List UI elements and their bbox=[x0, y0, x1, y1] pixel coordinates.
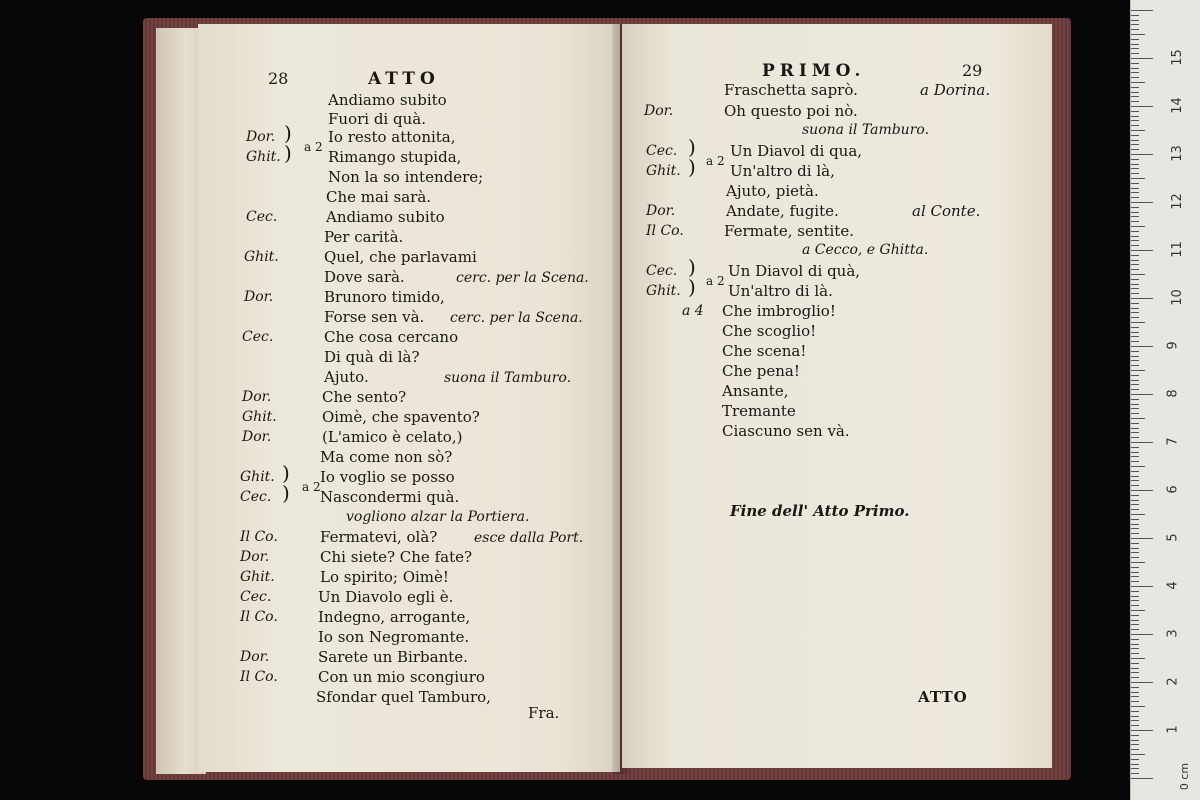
ruler-tick bbox=[1131, 77, 1139, 78]
ruler-tick bbox=[1131, 634, 1153, 635]
ruler-tick bbox=[1131, 149, 1139, 150]
ruler-tick bbox=[1131, 140, 1139, 141]
ruler-tick bbox=[1131, 173, 1139, 174]
ruler-tick bbox=[1131, 629, 1139, 630]
ruler-tick bbox=[1131, 20, 1139, 21]
verse-line: Ajuto. bbox=[324, 368, 369, 386]
ruler-label: 14 bbox=[1169, 97, 1185, 114]
ruler-label: 4 bbox=[1165, 581, 1181, 590]
ruler-tick bbox=[1131, 408, 1139, 409]
ruler-tick bbox=[1131, 471, 1139, 472]
brace-mark: ) bbox=[284, 121, 292, 145]
verse-line: Un'altro di là. bbox=[728, 282, 833, 300]
ruler-tick bbox=[1131, 245, 1139, 246]
ruler-tick bbox=[1131, 106, 1153, 107]
verse-line: Ma come non sò? bbox=[320, 448, 453, 466]
verse-line: Andiamo subito bbox=[326, 208, 445, 226]
ruler-tick bbox=[1131, 144, 1139, 145]
ruler-tick bbox=[1131, 240, 1139, 241]
speaker-label: Ghit. bbox=[246, 149, 281, 165]
ruler-tick bbox=[1131, 346, 1153, 347]
verse-line: Tremante bbox=[722, 402, 796, 420]
ruler-tick bbox=[1131, 380, 1139, 381]
ruler-tick bbox=[1131, 322, 1145, 323]
quartet-mark: a 4 bbox=[682, 303, 704, 319]
ruler-tick bbox=[1131, 615, 1139, 616]
duet-mark: a 2 bbox=[304, 140, 323, 154]
ruler-tick bbox=[1131, 96, 1139, 97]
ruler-tick bbox=[1131, 303, 1139, 304]
ruler-tick bbox=[1131, 72, 1139, 73]
ruler-tick bbox=[1131, 672, 1139, 673]
verse-line: Andiamo subito bbox=[328, 91, 447, 109]
ruler-tick bbox=[1131, 552, 1139, 553]
ruler-tick bbox=[1131, 116, 1139, 117]
speaker-label: Cec. bbox=[242, 329, 274, 345]
verse-line: Ajuto, pietà. bbox=[726, 182, 819, 200]
ruler-tick bbox=[1131, 341, 1139, 342]
ruler-tick bbox=[1131, 125, 1139, 126]
ruler-tick bbox=[1131, 120, 1139, 121]
ruler-tick bbox=[1131, 648, 1139, 649]
ruler-tick bbox=[1131, 456, 1139, 457]
ruler-tick bbox=[1131, 620, 1139, 621]
stage-direction: al Conte. bbox=[912, 202, 981, 220]
speaker-label: Dor. bbox=[242, 429, 272, 445]
ruler-tick bbox=[1131, 269, 1139, 270]
ruler-tick bbox=[1131, 428, 1139, 429]
ruler-tick bbox=[1131, 668, 1139, 669]
ruler-tick bbox=[1131, 87, 1139, 88]
ruler-tick bbox=[1131, 351, 1139, 352]
verse-line: Oh questo poi nò. bbox=[724, 102, 858, 120]
ruler-tick bbox=[1131, 188, 1139, 189]
verse-line: Fuori di quà. bbox=[328, 110, 426, 128]
verse-line: Fermate, sentite. bbox=[724, 222, 854, 240]
measuring-ruler bbox=[1130, 0, 1200, 800]
ruler-tick bbox=[1131, 279, 1139, 280]
ruler-tick bbox=[1131, 716, 1139, 717]
speaker-label: Dor. bbox=[246, 129, 276, 145]
ruler-tick bbox=[1131, 764, 1139, 765]
ruler-tick bbox=[1131, 658, 1145, 659]
ruler-tick bbox=[1131, 308, 1139, 309]
stage-direction: suona il Tamburo. bbox=[444, 370, 572, 386]
ruler-tick bbox=[1131, 480, 1139, 481]
ruler-tick bbox=[1131, 82, 1145, 83]
ruler-tick bbox=[1131, 653, 1139, 654]
ruler-tick bbox=[1131, 567, 1139, 568]
ruler-tick bbox=[1131, 725, 1139, 726]
ruler-tick bbox=[1131, 682, 1153, 683]
speaker-label: Ghit. bbox=[240, 469, 275, 485]
duet-mark: a 2 bbox=[706, 274, 725, 288]
ruler-tick bbox=[1131, 759, 1139, 760]
stage-direction: a Dorina. bbox=[920, 81, 991, 99]
ruler-tick bbox=[1131, 423, 1139, 424]
speaker-label: Cec. bbox=[240, 589, 272, 605]
ruler-tick bbox=[1131, 696, 1139, 697]
speaker-label: Dor. bbox=[644, 103, 674, 119]
brace-mark: ) bbox=[688, 135, 696, 159]
ruler-tick bbox=[1131, 452, 1139, 453]
ruler-tick bbox=[1131, 135, 1139, 136]
ruler-tick bbox=[1131, 226, 1145, 227]
ruler-tick bbox=[1131, 44, 1139, 45]
ruler-tick bbox=[1131, 533, 1139, 534]
ruler-tick bbox=[1131, 92, 1139, 93]
speaker-label: Dor. bbox=[646, 203, 676, 219]
ruler-tick bbox=[1131, 183, 1139, 184]
ruler-tick bbox=[1131, 336, 1139, 337]
ruler-tick bbox=[1131, 538, 1153, 539]
ruler-tick bbox=[1131, 384, 1139, 385]
ruler-tick bbox=[1131, 543, 1139, 544]
verse-line: Di quà di là? bbox=[324, 348, 420, 366]
ruler-label: 8 bbox=[1165, 389, 1181, 398]
ruler-tick bbox=[1131, 442, 1153, 443]
ruler-tick bbox=[1131, 39, 1139, 40]
ruler-tick bbox=[1131, 53, 1139, 54]
speaker-label: Ghit. bbox=[240, 569, 275, 585]
ruler-tick bbox=[1131, 749, 1139, 750]
speaker-label: Dor. bbox=[244, 289, 274, 305]
ruler-tick bbox=[1131, 466, 1145, 467]
ruler-tick bbox=[1131, 413, 1139, 414]
ruler-tick bbox=[1131, 730, 1153, 731]
ruler-tick bbox=[1131, 274, 1145, 275]
ruler-tick bbox=[1131, 639, 1139, 640]
speaker-label: Cec. bbox=[646, 143, 678, 159]
verse-line: Fermatevi, olà? bbox=[320, 528, 438, 546]
verse-line: Sarete un Birbante. bbox=[318, 648, 468, 666]
ruler-tick bbox=[1131, 293, 1139, 294]
ruler-tick bbox=[1131, 711, 1139, 712]
stage-direction: esce dalla Port. bbox=[474, 530, 584, 546]
ruler-tick bbox=[1131, 744, 1139, 745]
ruler-tick bbox=[1131, 644, 1139, 645]
ruler-tick bbox=[1131, 490, 1153, 491]
speaker-label: Ghit. bbox=[646, 163, 681, 179]
ruler-tick bbox=[1131, 692, 1139, 693]
stage-direction: vogliono alzar la Portiera. bbox=[346, 509, 530, 525]
ruler-label: 15 bbox=[1169, 49, 1185, 66]
ruler-tick bbox=[1131, 437, 1139, 438]
brace-mark: ) bbox=[282, 461, 290, 485]
speaker-label: Cec. bbox=[240, 489, 272, 505]
verse-line: Ansante, bbox=[722, 382, 789, 400]
ruler-tick bbox=[1131, 677, 1139, 678]
ruler-tick bbox=[1131, 399, 1139, 400]
ruler-tick bbox=[1131, 370, 1145, 371]
ruler-tick bbox=[1131, 236, 1139, 237]
ruler-tick bbox=[1131, 476, 1139, 477]
verse-line: Con un mio scongiuro bbox=[318, 668, 485, 686]
verse-line: Io voglio se posso bbox=[320, 468, 455, 486]
ruler-label: 1 bbox=[1165, 725, 1181, 734]
verse-line: Per carità. bbox=[324, 228, 404, 246]
verse-line: Un Diavol di quà, bbox=[728, 262, 861, 280]
ruler-tick bbox=[1131, 557, 1139, 558]
ruler-tick bbox=[1131, 735, 1139, 736]
ruler-tick bbox=[1131, 317, 1139, 318]
ruler-tick bbox=[1131, 221, 1139, 222]
verse-line: Rimango stupida, bbox=[328, 148, 462, 166]
ruler-tick bbox=[1131, 389, 1139, 390]
ruler-label: 2 bbox=[1165, 677, 1181, 686]
ruler-tick bbox=[1131, 101, 1139, 102]
ruler-tick bbox=[1131, 404, 1139, 405]
speaker-label: Dor. bbox=[242, 389, 272, 405]
ruler-tick bbox=[1131, 773, 1139, 774]
ruler-label: 13 bbox=[1169, 145, 1185, 162]
verse-line: Nascondermi quà. bbox=[320, 488, 460, 506]
verse-line: Non la so intendere; bbox=[328, 168, 484, 186]
ruler-tick bbox=[1131, 447, 1139, 448]
ruler-label: 9 bbox=[1165, 341, 1181, 350]
verse-line: Che mai sarà. bbox=[326, 188, 432, 206]
ruler-tick bbox=[1131, 572, 1139, 573]
verse-line: Che pena! bbox=[722, 362, 800, 380]
ruler-tick bbox=[1131, 216, 1139, 217]
brace-mark: ) bbox=[688, 255, 696, 279]
ruler-tick bbox=[1131, 768, 1139, 769]
ruler-tick bbox=[1131, 168, 1139, 169]
ruler-tick bbox=[1131, 154, 1153, 155]
verse-line: Un'altro di là, bbox=[730, 162, 835, 180]
speaker-label: Il Co. bbox=[646, 223, 684, 239]
speaker-label: Il Co. bbox=[240, 669, 278, 685]
ruler-tick bbox=[1131, 514, 1145, 515]
ruler-tick bbox=[1131, 130, 1145, 131]
ruler-tick bbox=[1131, 596, 1139, 597]
left-page bbox=[198, 24, 620, 772]
ruler-tick bbox=[1131, 663, 1139, 664]
end-of-act-note: Fine dell' Atto Primo. bbox=[730, 502, 910, 520]
speaker-label: Cec. bbox=[646, 263, 678, 279]
ruler-tick bbox=[1131, 298, 1153, 299]
ruler-tick bbox=[1131, 461, 1139, 462]
ruler-tick bbox=[1131, 48, 1139, 49]
brace-mark: ) bbox=[688, 155, 696, 179]
ruler-label: 6 bbox=[1165, 485, 1181, 494]
brace-mark: ) bbox=[688, 275, 696, 299]
ruler-unit: 0 cm bbox=[1178, 762, 1192, 791]
ruler-tick bbox=[1131, 34, 1145, 35]
ruler-tick bbox=[1131, 202, 1153, 203]
ruler-label: 5 bbox=[1165, 533, 1181, 542]
ruler-tick bbox=[1131, 159, 1139, 160]
verse-line: Un Diavol di qua, bbox=[730, 142, 863, 160]
ruler-tick bbox=[1131, 332, 1139, 333]
ruler-tick bbox=[1131, 15, 1139, 16]
speaker-label: Il Co. bbox=[240, 529, 278, 545]
ruler-tick bbox=[1131, 111, 1139, 112]
ruler-tick bbox=[1131, 720, 1139, 721]
ruler-tick bbox=[1131, 495, 1139, 496]
ruler-tick bbox=[1131, 548, 1139, 549]
ruler-tick bbox=[1131, 740, 1139, 741]
stage-direction: cerc. per la Scena. bbox=[456, 270, 589, 286]
right-page bbox=[622, 24, 1052, 768]
ruler-label: 3 bbox=[1165, 629, 1181, 638]
verse-line: Indegno, arrogante, bbox=[318, 608, 471, 626]
ruler-label: 7 bbox=[1165, 437, 1181, 446]
ruler-tick bbox=[1131, 365, 1139, 366]
stage-direction: cerc. per la Scena. bbox=[450, 310, 583, 326]
ruler-tick bbox=[1131, 356, 1139, 357]
ruler-tick bbox=[1131, 576, 1139, 577]
speaker-label: Ghit. bbox=[646, 283, 681, 299]
verse-line: Dove sarà. bbox=[324, 268, 405, 286]
ruler-tick bbox=[1131, 706, 1145, 707]
ruler-tick bbox=[1131, 207, 1139, 208]
brace-mark: ) bbox=[282, 481, 290, 505]
speaker-label: Dor. bbox=[240, 549, 270, 565]
ruler-tick bbox=[1131, 255, 1139, 256]
ruler-label: 12 bbox=[1169, 193, 1185, 210]
verse-line: Andate, fugite. bbox=[726, 202, 839, 220]
ruler-tick bbox=[1131, 591, 1139, 592]
ruler-tick bbox=[1131, 394, 1153, 395]
ruler-tick bbox=[1131, 231, 1139, 232]
ruler-tick bbox=[1131, 600, 1139, 601]
verse-line: Io son Negromante. bbox=[318, 628, 470, 646]
ruler-tick bbox=[1131, 519, 1139, 520]
brace-mark: ) bbox=[284, 141, 292, 165]
page-number-left: 28 bbox=[268, 69, 289, 88]
verse-line: (L'amico è celato,) bbox=[322, 428, 463, 446]
stage-direction: a Cecco, e Ghitta. bbox=[802, 242, 929, 258]
ruler-tick bbox=[1131, 605, 1139, 606]
ruler-tick bbox=[1131, 164, 1139, 165]
ruler-tick bbox=[1131, 624, 1139, 625]
ruler-tick bbox=[1131, 327, 1139, 328]
speaker-label: Cec. bbox=[246, 209, 278, 225]
speaker-label: Ghit. bbox=[244, 249, 279, 265]
verse-line: Lo spirito; Oimè! bbox=[320, 568, 449, 586]
ruler-tick bbox=[1131, 509, 1139, 510]
ruler-tick bbox=[1131, 485, 1139, 486]
verse-line: Forse sen và. bbox=[324, 308, 425, 326]
verse-line: Oimè, che spavento? bbox=[322, 408, 480, 426]
ruler-tick bbox=[1131, 68, 1139, 69]
verse-line: Che cosa cercano bbox=[324, 328, 459, 346]
ruler-tick bbox=[1131, 24, 1139, 25]
ruler-tick bbox=[1131, 586, 1153, 587]
ruler-tick bbox=[1131, 250, 1153, 251]
ruler-tick bbox=[1131, 288, 1139, 289]
ruler-tick bbox=[1131, 701, 1139, 702]
ruler-tick bbox=[1131, 63, 1139, 64]
ruler-tick bbox=[1131, 10, 1153, 11]
verse-line: Quel, che parlavami bbox=[324, 248, 477, 266]
ruler-tick bbox=[1131, 562, 1145, 563]
duet-mark: a 2 bbox=[706, 154, 725, 168]
ruler-tick bbox=[1131, 178, 1145, 179]
ruler-tick bbox=[1131, 687, 1139, 688]
ruler-tick bbox=[1131, 610, 1145, 611]
verse-line: Fraschetta saprò. bbox=[724, 81, 858, 99]
ruler-tick bbox=[1131, 500, 1139, 501]
verse-line: Che sento? bbox=[322, 388, 407, 406]
ruler-tick bbox=[1131, 212, 1139, 213]
ruler-tick bbox=[1131, 29, 1139, 30]
ruler-tick bbox=[1131, 375, 1139, 376]
speaker-label: Dor. bbox=[240, 649, 270, 665]
verse-line: Ciascuno sen và. bbox=[722, 422, 850, 440]
ruler-tick bbox=[1131, 524, 1139, 525]
verse-line: Chi siete? Che fate? bbox=[320, 548, 473, 566]
ruler-tick bbox=[1131, 58, 1153, 59]
ruler-tick bbox=[1131, 528, 1139, 529]
ruler-tick bbox=[1131, 264, 1139, 265]
ruler-tick bbox=[1131, 778, 1153, 779]
verse-line: Io resto attonita, bbox=[328, 128, 456, 146]
ruler-tick bbox=[1131, 284, 1139, 285]
verse-line: Che scena! bbox=[722, 342, 807, 360]
catchword-left: Fra. bbox=[528, 704, 560, 722]
verse-line: Che scoglio! bbox=[722, 322, 817, 340]
ruler-tick bbox=[1131, 360, 1139, 361]
ruler-tick bbox=[1131, 192, 1139, 193]
ruler-label: 11 bbox=[1169, 241, 1185, 258]
catchword-right: ATTO bbox=[918, 688, 968, 706]
stage-direction: suona il Tamburo. bbox=[802, 122, 930, 138]
ruler-tick bbox=[1131, 432, 1139, 433]
ruler-tick bbox=[1131, 197, 1139, 198]
speaker-label: Ghit. bbox=[242, 409, 277, 425]
ruler-tick bbox=[1131, 312, 1139, 313]
ruler-tick bbox=[1131, 418, 1145, 419]
verse-line: Che imbroglio! bbox=[722, 302, 836, 320]
ruler-label: 10 bbox=[1169, 289, 1185, 306]
page-number-right: 29 bbox=[962, 61, 983, 80]
ruler-tick bbox=[1131, 260, 1139, 261]
ruler-tick bbox=[1131, 504, 1139, 505]
ruler-tick bbox=[1131, 754, 1145, 755]
speaker-label: Il Co. bbox=[240, 609, 278, 625]
running-head-right: PRIMO. bbox=[762, 61, 866, 81]
duet-mark: a 2 bbox=[302, 480, 321, 494]
running-head-left: ATTO bbox=[368, 69, 440, 89]
verse-line: Sfondar quel Tamburo, bbox=[316, 688, 491, 706]
verse-line: Un Diavolo egli è. bbox=[318, 588, 454, 606]
verse-line: Brunoro timido, bbox=[324, 288, 445, 306]
ruler-tick bbox=[1131, 581, 1139, 582]
